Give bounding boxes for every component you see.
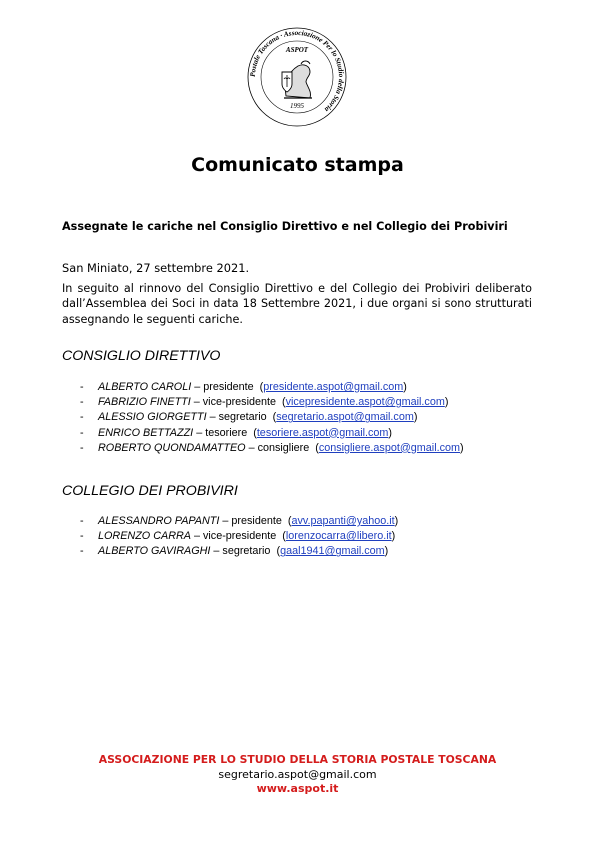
member-role: – presidente <box>194 381 254 393</box>
member-email-link[interactable]: vicepresidente.aspot@gmail.com <box>285 396 445 409</box>
member-name: LORENZO CARRA <box>98 530 191 543</box>
subtitle: Assegnate le cariche nel Consiglio Direttivo e nel Collegio dei Probiviri <box>62 220 508 233</box>
member-name: ALBERTO CAROLI <box>98 381 192 393</box>
member-name: ALESSIO GIORGETTI <box>98 411 207 424</box>
member-role: – consigliere <box>248 441 310 454</box>
list-dash: - <box>80 515 84 527</box>
footer-website-link[interactable]: www.aspot.it <box>256 782 339 795</box>
list-item: - ENRICO BETTAZZI – tesoriere (tesoriere.aspot@gmail.com) <box>80 426 464 441</box>
member-email-link[interactable]: lorenzocarra@libero.it <box>285 530 392 543</box>
list-dash: - <box>80 545 84 558</box>
member-role: – vice-presidente <box>193 396 277 409</box>
logo-ring-text: Postale Toscana · Associazione Per lo Studio della Storia <box>248 28 346 114</box>
list-dash: - <box>80 411 84 424</box>
page-title: Comunicato stampa <box>191 154 404 176</box>
section-heading-consiglio: CONSIGLIO DIRETTIVO <box>62 348 221 364</box>
member-name: ALESSANDRO PAPANTI <box>98 515 220 527</box>
list-item: - ALESSANDRO PAPANTI – presidente (avv.papanti@yahoo.it) <box>80 514 398 529</box>
member-email-link[interactable]: segretario.aspot@gmail.com <box>276 411 414 424</box>
list-dash: - <box>80 396 84 409</box>
member-role: – segretario <box>209 411 267 424</box>
collegio-member-list <box>80 514 398 560</box>
member-name: ALBERTO GAVIRAGHI <box>98 545 211 558</box>
member-role: – segretario <box>213 545 271 558</box>
member-role: – vice-presidente <box>194 530 277 543</box>
intro-line: In seguito al rinnovo del Consiglio Direttivo e del Collegio dei Probiviri deliberato <box>62 282 532 295</box>
consiglio-member-list <box>80 380 464 456</box>
intro-line: dall’Assemblea dei Soci in data 18 Settembre 2021, i due organi si sono strutturati <box>62 297 532 311</box>
footer-email[interactable]: segretario.aspot@gmail.com <box>218 768 377 781</box>
list-item: - ALESSIO GIORGETTI – segretario (segretario.aspot@gmail.com) <box>80 410 464 425</box>
member-email-link[interactable]: avv.papanti@yahoo.it <box>291 515 395 527</box>
logo-inner-text: ASPOT <box>285 46 309 54</box>
footer-organization: ASSOCIAZIONE PER LO STUDIO DELLA STORIA POSTALE TOSCANA <box>98 753 497 766</box>
intro-paragraph <box>62 281 532 327</box>
list-item: - ALBERTO CAROLI – presidente (presidente.aspot@gmail.com) <box>80 380 464 395</box>
list-dash: - <box>80 441 84 454</box>
member-name: FABRIZIO FINETTI <box>98 396 191 409</box>
member-email-link[interactable]: gaal1941@gmail.com <box>280 545 385 558</box>
list-dash: - <box>80 426 84 439</box>
list-item: - ALBERTO GAVIRAGHI – segretario (gaal1941@gmail.com) <box>80 544 398 559</box>
list-item: - LORENZO CARRA – vice-presidente (lorenzocarra@libero.it) <box>80 529 398 544</box>
list-item: - FABRIZIO FINETTI – vice-presidente (vicepresidente.aspot@gmail.com) <box>80 395 464 410</box>
aspot-logo <box>246 26 348 128</box>
intro-line: assegnando le seguenti cariche. <box>62 312 243 326</box>
dateline: San Miniato, 27 settembre 2021. <box>62 261 250 275</box>
member-role: – tesoriere <box>196 426 248 439</box>
list-dash: - <box>80 381 84 393</box>
member-email-link[interactable]: presidente.aspot@gmail.com <box>263 381 404 393</box>
member-email-link[interactable]: tesoriere.aspot@gmail.com <box>256 426 389 439</box>
member-name: ROBERTO QUONDAMATTEO <box>98 441 246 454</box>
member-name: ENRICO BETTAZZI <box>98 426 194 439</box>
section-heading-collegio: COLLEGIO DEI PROBIVIRI <box>62 483 238 499</box>
list-dash: - <box>80 530 84 543</box>
list-item: - ROBERTO QUONDAMATTEO – consigliere (consigliere.aspot@gmail.com) <box>80 441 464 456</box>
member-role: – presidente <box>222 515 282 527</box>
logo-year: 1995 <box>290 102 304 110</box>
lion-shield-icon <box>282 61 312 98</box>
member-email-link[interactable]: consigliere.aspot@gmail.com <box>318 441 460 454</box>
